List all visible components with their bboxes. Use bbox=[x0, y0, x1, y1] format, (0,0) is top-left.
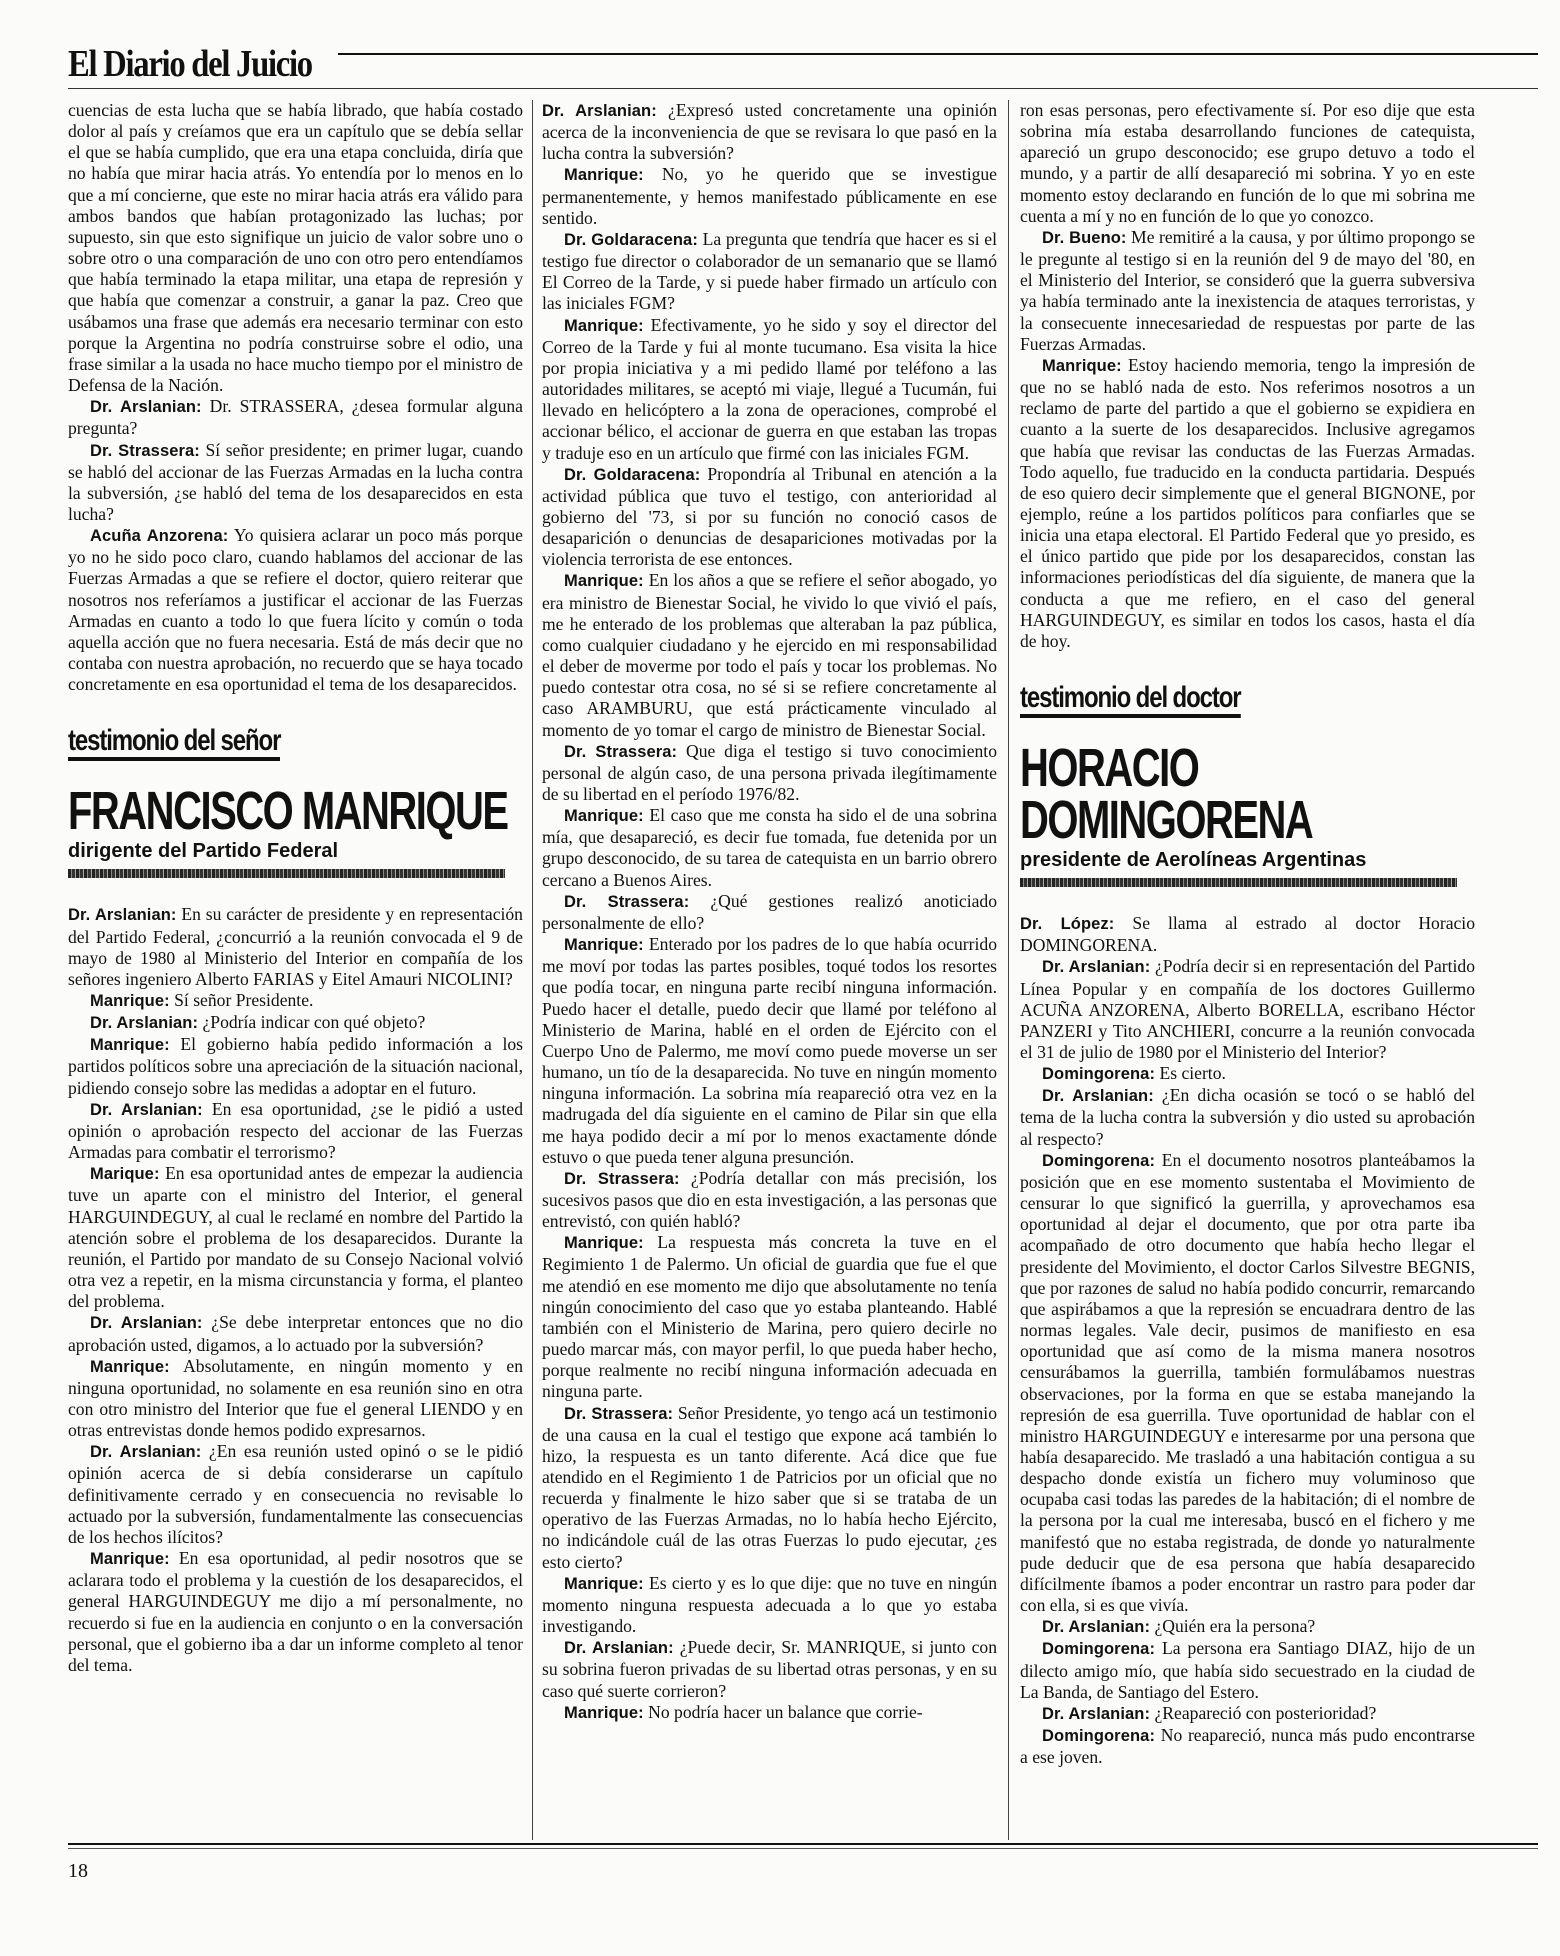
testimony-heading-domingorena bbox=[1020, 682, 1475, 887]
speaker-label: Dr. Arslanian: bbox=[90, 1014, 199, 1033]
speaker-label: Dr. Arslanian: bbox=[90, 1100, 203, 1119]
paragraph bbox=[68, 990, 523, 1012]
paragraph-text: No reapareció, nunca más pudo encontrarse a ese joven. bbox=[1020, 1725, 1475, 1768]
speaker-label: Domingorena: bbox=[1042, 1640, 1156, 1659]
heading-rule bbox=[1020, 878, 1457, 887]
paragraph bbox=[542, 100, 997, 164]
paragraph bbox=[542, 315, 997, 464]
paragraph bbox=[1020, 1616, 1475, 1638]
footer-rule-thin bbox=[68, 1848, 1538, 1849]
paragraph-text: ¿Podría indicar con qué objeto? bbox=[202, 1012, 426, 1033]
paragraph-text: En el documento nosotros planteábamos la posición que en ese momento sustentaba el Movimiento de censurar lo que significó la guerrilla, y aprovechamos esa oportunidad al dejar el documento, que por otra parte iba acompañado de otro documento que había hecho llegar el presidente del Movimiento, el doctor Carlos Silvestre BEGNIS, que por razones de salud no había podido concurrir, remarcando que aspirábamos a que la represión se encuadrara dentro de las normas legales. Vale decir, pusimos de manifiesto en esa oportunidad que así como de la misma manera nosotros censurábamos la guerrilla, también formulábamos nuestras observaciones, por la forma en que se estaba manejando la represión de esa guerrilla. Tuve oportunidad de hablar con el ministro HARGUINDEGUY e interesarme por una persona que había desaparecido. Me trasladó a una habitación contigua a su despacho donde existía un fichero muy voluminoso que ocupaba casi todas las paredes de la habitación; di el nombre de la persona por la cual me interesaba, buscó en el fichero y me manifestó que no estaba registrada, de donde yo naturalmente pude deducir que de esa persona que había desaparecido difícilmente íbamos a poder encontrar un rastro para poder dar con ella, si es que vivía. bbox=[1020, 1149, 1475, 1616]
paragraph-text: En los años a que se refiere el señor abogado, yo era ministro de Bienestar Social, he vivido lo que vivió el país, me he enterado de los problemas que alteraban la paz pública, como cualquier ciudadano y he ejercido en mi responsabilidad el deber de moverme por todo el país y tocar los problemas. No puedo contestar otra cosa, no sé si se refiere concretamente al caso ARAMBURU, que está prácticamente vinculado al momento de yo tomar el cargo de ministro de Bienestar Social. bbox=[542, 570, 997, 740]
speaker-label: Domingorena: bbox=[1042, 1151, 1156, 1170]
heading-kicker: testimonio del señor bbox=[68, 725, 280, 761]
masthead-rule bbox=[338, 53, 1538, 55]
speaker-label: Dr. Goldaracena: bbox=[564, 465, 701, 484]
paragraph-text: ¿Puede decir, Sr. MANRIQUE, si junto con su sobrina fueron privadas de su libertad otras personas, y en su caso qué suerte corrieron? bbox=[542, 1637, 997, 1701]
paragraph bbox=[68, 1356, 523, 1442]
heading-subtitle: dirigente del Partido Federal bbox=[68, 840, 339, 863]
column-divider bbox=[1008, 100, 1009, 1840]
paragraph bbox=[1020, 1725, 1475, 1768]
page-number: 18 bbox=[68, 1860, 88, 1882]
paragraph-text: En esa oportunidad, al pedir nosotros que se aclarara todo el problema y la cuestión de los desaparecidos, el general HARGUINDEGUY me dijo a mí personalmente, no recuerdo si fue en la audiencia en conjunto o en la conversación personal, que el gobierno iba a dar un informe completo al tenor del tema. bbox=[68, 1548, 523, 1675]
paragraph bbox=[68, 440, 523, 526]
heading-name: FRANCISCO MANRIQUE bbox=[68, 781, 508, 842]
paragraph-text: ¿Podría decir si en representación del Partido Línea Popular y en compañía de los doctores Guillermo ACUÑA ANZORENA, Alberto BORELLA, escribano Héctor PANZERI y Tito ANCHIERI, concurre a la reunión convocada el 31 de julio de 1980 por el Ministerio del Interior? bbox=[1020, 956, 1475, 1062]
paragraph bbox=[542, 1573, 997, 1637]
column-1 bbox=[68, 100, 523, 1676]
masthead-rule-bottom bbox=[68, 88, 1538, 89]
speaker-label: Domingorena: bbox=[1042, 1727, 1156, 1745]
paragraph bbox=[68, 904, 523, 990]
heading-name-line2: DOMINGORENA bbox=[1020, 790, 1313, 851]
speaker-label: Dr. Arslanian: bbox=[564, 1639, 674, 1658]
paragraph-text: ¿Qué gestiones realizó anoticiado personalmente de ello? bbox=[542, 890, 998, 933]
speaker-label: Manrique: bbox=[1042, 356, 1122, 375]
paragraph-text: ¿Se debe interpretar entonces que no dio aprobación usted, digamos, a lo actuado por la subversión? bbox=[68, 1312, 523, 1355]
paragraph-text: ¿Quién era la persona? bbox=[1154, 1616, 1316, 1637]
paragraph bbox=[68, 1548, 523, 1676]
paragraph bbox=[68, 1034, 523, 1098]
col1-paragraphs bbox=[68, 100, 523, 695]
paragraph-text: La pregunta que tendría que hacer es si el testigo fue director o colaborador de un semanario que se llamó El Correo de la Tarde, y si puede haber firmado un artículo con las iniciales FGM? bbox=[542, 228, 997, 314]
speaker-label: Marique: bbox=[90, 1165, 160, 1184]
paragraph bbox=[542, 741, 997, 805]
speaker-label: Dr. Arslanian: bbox=[542, 102, 657, 120]
paragraph bbox=[68, 1163, 523, 1312]
speaker-label: Dr. Arslanian: bbox=[1042, 958, 1151, 977]
paragraph-text: El caso que me consta ha sido el de una sobrina mía, que desapareció, es decir fue tomada, fue detenida por un grupo desconocido, de su tarea de catequista en un barrio obrero cercano a Buenos Aires. bbox=[542, 805, 997, 890]
paragraph bbox=[68, 396, 523, 439]
paragraph bbox=[1020, 355, 1475, 652]
paragraph bbox=[1020, 1703, 1475, 1725]
col1-paragraphs-after bbox=[68, 904, 523, 1676]
paragraph bbox=[1020, 913, 1475, 956]
speaker-label: Manrique: bbox=[90, 1357, 170, 1376]
footer-rule bbox=[68, 1843, 1538, 1845]
heading-kicker: testimonio del doctor bbox=[1020, 682, 1241, 718]
speaker-label: Manrique: bbox=[564, 572, 644, 591]
speaker-label: Manrique: bbox=[90, 1036, 170, 1055]
speaker-label: Dr. Arslanian: bbox=[1042, 1618, 1151, 1637]
speaker-label: Manrique: bbox=[564, 1703, 644, 1722]
paragraph-text: En esa oportunidad, ¿se le pidió a usted opinión o aprobación respecto del accionar de las Fuerzas Armadas para combatir el terrorismo? bbox=[68, 1098, 524, 1163]
paragraph bbox=[542, 570, 997, 740]
paragraph-text: Sí señor Presidente. bbox=[174, 990, 314, 1010]
paragraph bbox=[542, 1232, 997, 1402]
paragraph-text: No podría hacer un balance que corrie- bbox=[648, 1701, 923, 1722]
speaker-label: Dr. López: bbox=[1020, 915, 1115, 934]
column-divider bbox=[532, 100, 533, 1840]
paragraph-text: Dr. STRASSERA, ¿desea formular alguna pregunta? bbox=[68, 396, 523, 439]
paragraph-text: Yo quisiera aclarar un poco más porque yo no he sido poco claro, cuando hablamos del accionar de las Fuerzas Armadas a que se refiere el doctor, quiero reiterar que nosotros nos referíamos a justificar el accionar de las Fuerzas Armadas en cuanto a todo lo que fuera lícito y común o toda aquella acción que no fuera necesaria. Está de más decir que no contaba con nuestra aprobación, no recuerdo que se haya tocado concretamente en esa oportunidad el tema de los desaparecidos. bbox=[68, 525, 523, 695]
paragraph-text: Sí señor presidente; en primer lugar, cuando se habló del accionar de las Fuerzas Armadas en la lucha contra la subversión, ¿se habló del tema de los desaparecidos en esta lucha? bbox=[68, 439, 523, 524]
speaker-label: Acuña Anzorena: bbox=[90, 527, 229, 546]
speaker-label: Dr. Goldaracena: bbox=[564, 230, 698, 249]
paragraph bbox=[542, 891, 997, 934]
paragraph-text: Enterado por los padres de lo que había ocurrido me moví por todas las partes posibles, toqué todos los resortes que podía tocar, en ninguna parte recibí ninguna información. Puedo hacer el detalle, puedo decir que llamé por teléfono al Ministerio de Marina, hablé en el orden de Ejército con el Cuerpo Uno de Palermo, me moví como puede moverse un ser humano, un tío de la desaparecida. No tuve en ningún momento ninguna información. La sobrina mía reapareció otra vez en la madrugada del día siguiente en el camino de Pilar sin que ella me haya podido decir a mí por lo menos exactamente dónde estuvo o que pueda tener alguna presunción. bbox=[542, 934, 997, 1167]
paragraph bbox=[68, 1099, 523, 1163]
speaker-label: Manrique: bbox=[564, 166, 644, 185]
heading-rule bbox=[68, 869, 505, 878]
paragraph bbox=[542, 164, 997, 228]
speaker-label: Manrique: bbox=[90, 992, 170, 1010]
paragraph-text: No, yo he querido que se investigue permanentemente, y hemos manifestado públicamente en ese sentido. bbox=[542, 164, 997, 228]
paragraph-text: Absolutamente, en ningún momento y en ninguna oportunidad, no solamente en esa reunión sino en otra con otro ministro del Interior que fue el general LIENDO y en otras entrevistas donde hemos podido expresarnos. bbox=[68, 1355, 523, 1441]
paragraph bbox=[1020, 956, 1475, 1063]
paragraph-text: ¿Reapareció con posterioridad? bbox=[1154, 1702, 1377, 1723]
speaker-label: Manrique: bbox=[564, 1574, 644, 1593]
paragraph-text: Efectivamente, yo he sido y soy el director del Correo de la Tarde y fui al monte tucumano. Esa visita la hice por propia iniciativa y a mi pedido llamé por teléfono a las autoridades militares, se aceptó mi viaje, llegué a Tucumán, fui llevado en helicóptero a la zona de operaciones, comprobé el accionar bélico, el accionar de guerra en que estaban las tropas y traduje eso en un artículo que firmé con las iniciales FGM. bbox=[542, 314, 998, 463]
speaker-label: Dr. Strassera: bbox=[564, 892, 690, 911]
paragraph bbox=[1020, 1063, 1475, 1085]
paragraph bbox=[1020, 100, 1475, 227]
heading-subtitle: presidente de Aerolíneas Argentinas bbox=[1020, 849, 1367, 872]
speaker-label: Domingorena: bbox=[1042, 1065, 1156, 1084]
speaker-label: Manrique: bbox=[564, 936, 644, 955]
paragraph-text: Es cierto. bbox=[1159, 1063, 1226, 1084]
paragraph-text: ¿En esa reunión usted opinó o se le pidió opinión acerca de si debía considerarse un capítulo definitivamente cerrado y en consecuencia no revisable lo actuado por la subversión, fundamentalmente las consecuencias de los hechos ilícitos? bbox=[68, 1441, 523, 1547]
paragraph bbox=[542, 1702, 997, 1724]
paragraph-text: Señor Presidente, yo tengo acá un testimonio de una causa en la cual el testigo que expone acá también lo hizo, la respuesta es un tanto diferente. Acá dice que fue atendido en el Regimiento 1 de Patricios por un oficial que no recuerda y finalmente le hizo saber que si se trataba de un operativo de las Fuerzas Armadas, no lo había hecho Ejército, no indicándole cuál de las otras Fuerzas lo pudo ejecutar, ¿es esto cierto? bbox=[542, 1402, 997, 1572]
paragraph-text: La respuesta más concreta la tuve en el Regimiento 1 de Palermo. Un oficial de guardia que fue el que me atendió en ese momento me dijo que absolutamente no tenía ningún conocimiento del caso que yo estaba planteando. Hablé también con el Ministerio de Marina, pero quiero decirle no puedo marcar más, con mayor perfil, lo que pueda haber hecho, porque realmente no recibí ninguna información adecuada en ninguna parte. bbox=[542, 1232, 998, 1402]
speaker-label: Dr. Arslanian: bbox=[68, 906, 177, 925]
speaker-label: Manrique: bbox=[564, 807, 644, 826]
paragraph-text: ¿En dicha ocasión se tocó o se habló del tema de la lucha contra la subversión y dio usted su aprobación al respecto? bbox=[1020, 1085, 1475, 1149]
speaker-label: Dr. Bueno: bbox=[1042, 228, 1127, 247]
paragraph bbox=[68, 1312, 523, 1355]
paragraph-text: Propondría al Tribunal en atención a la actividad pública que tuvo el testigo, con anterioridad al gobierno del '73, si por su función no conoció casos de desaparición o denuncias de desapariciones motivadas por la violencia terrorista de ese entonces. bbox=[542, 463, 997, 570]
paragraph-text: En esa oportunidad antes de empezar la audiencia tuve un aparte con el ministro del Interior, el general HARGUINDEGUY, al cual le reclamé en nombre del Partido la atención sobre el problema de los desaparecidos. Durante la reunión, el Partido por mandato de su Consejo Nacional volvió otra vez a repetir, en la misma circunstancia y forma, el planteo del problema. bbox=[68, 1163, 523, 1312]
paragraph bbox=[1020, 227, 1475, 355]
paragraph-text: ron esas personas, pero efectivamente sí. Por eso dije que esta sobrina mía estaba desarrollando funciones de catequista, apareció un grupo desconocido; ese grupo detuvo a todo el mundo, y a partir de allí desapareció mi sobrina. Y yo en este momento estoy declarando en función de lo que mi sobrina me cuenta a mí y no en función de lo que yo conozco. bbox=[1020, 100, 1475, 226]
paragraph bbox=[1020, 1085, 1475, 1149]
paragraph bbox=[542, 1403, 997, 1573]
paragraph-text: cuencias de esta lucha que se había librado, que había costado dolor al país y creíamos que era un capítulo que se debía sellar el que se había cumplido, que era una etapa concluida, diría que no había que mirar hacia atrás. Yo entendía por lo menos en lo que a mí concierne, que este no mirar hacia atrás era válido para ambos bandos que habían protagonizado las luchas; por supuesto, sin que esto signifique un juicio de valor sobre uno o sobre otro o una comparación de uno con otro pero entendíamos que había terminado la etapa militar, una etapa de represión y que había que comenzar a construir, a ganar la paz. Creo que usábamos una frase que además era necesario terminar con esto porque la Argentina no podría construirse sobre el odio, una frase similar a la usada no hace mucho tiempo por el ministro de Defensa de la Nación. bbox=[68, 100, 523, 396]
speaker-label: Dr. Arslanian: bbox=[1042, 1087, 1154, 1106]
paragraph bbox=[542, 229, 997, 315]
paragraph bbox=[1020, 1638, 1475, 1702]
paragraph bbox=[68, 525, 523, 695]
paragraph bbox=[1020, 1150, 1475, 1616]
paragraph bbox=[68, 1012, 523, 1034]
paragraph bbox=[542, 934, 997, 1168]
paragraph bbox=[542, 805, 997, 891]
paragraph-text: El gobierno había pedido información a los partidos políticos sobre una apreciación de la situación nacional, pidiendo consejo sobre las medidas a adoptar en el futuro. bbox=[68, 1034, 523, 1098]
speaker-label: Dr. Arslanian: bbox=[1042, 1704, 1151, 1723]
paragraph-text: Se llama al estrado al doctor Horacio DOMINGORENA. bbox=[1020, 913, 1475, 956]
paragraph bbox=[68, 100, 523, 396]
paragraph-text: En su carácter de presidente y en representación del Partido Federal, ¿concurrió a la reunión convocada el 9 de mayo de 1980 al Ministerio del Interior en compañía de los señores ingeniero Alberto FARIAS y Eitel Amauri NICOLINI? bbox=[68, 904, 523, 989]
paragraph-text: La persona era Santiago DIAZ, hijo de un dilecto amigo mío, que había sido secuestrado en la ciudad de La Banda, de Santiago del Estero. bbox=[1020, 1638, 1476, 1702]
paragraph bbox=[542, 1637, 997, 1701]
column-3 bbox=[1020, 100, 1475, 1768]
speaker-label: Dr. Arslanian: bbox=[90, 1314, 203, 1333]
masthead-title: El Diario del Juicio bbox=[68, 43, 312, 85]
paragraph-text: ¿Podría detallar con más precisión, los sucesivos pasos que dio en esta investigación, a las personas que entrevistó, con quién habló? bbox=[542, 1167, 997, 1232]
speaker-label: Dr. Strassera: bbox=[564, 742, 678, 761]
paragraph-text: ¿Expresó usted concretamente una opinión acerca de la inconveniencia de que se revisara lo que pasó en la lucha contra la subversión? bbox=[542, 100, 997, 164]
speaker-label: Dr. Strassera: bbox=[564, 1169, 680, 1188]
speaker-label: Dr. Arslanian: bbox=[90, 398, 202, 417]
speaker-label: Dr. Arslanian: bbox=[90, 1443, 202, 1462]
column-2 bbox=[542, 100, 997, 1724]
paragraph bbox=[542, 1168, 997, 1232]
paragraph-text: Me remitiré a la causa, y por último propongo se le pregunte al testigo si en la reunión del 9 de mayo del '80, en el Ministerio del Interior, se consideró que la guerra subversiva ya había terminado ante la inexistencia de ataques terroristas, y la consecuente innecesariedad de respuestas por parte de las Fuerzas Armadas. bbox=[1020, 226, 1476, 354]
masthead bbox=[68, 38, 1538, 90]
paragraph bbox=[542, 464, 997, 571]
speaker-label: Dr. Strassera: bbox=[564, 1404, 674, 1423]
speaker-label: Manrique: bbox=[564, 316, 644, 335]
testimony-heading-manrique bbox=[68, 725, 523, 878]
paragraph bbox=[68, 1441, 523, 1548]
speaker-label: Manrique: bbox=[564, 1234, 644, 1253]
paragraph-text: Estoy haciendo memoria, tengo la impresión de que no se habló nada de esto. Nos referimos nosotros a un reclamo de parte del partido a que el gobierno se expidiera en cuanto a la suerte de los desaparecidos. Inclusive agregamos que había que revisar las conductas de las Fuerzas Armadas. Todo aquello, fue traducido en la conducta partidaria. Después de eso quiero decir simplemente que el general BIGNONE, por ejemplo, reúne a los partidos políticos para confiarles que se inicia una etapa electoral. El Partido Federal que yo presido, es el único partido que pide por los desaparecidos, constan las informaciones periodísticas del día siguiente, de manera que la conducta a que me refiero, en el caso del general HARGUINDEGUY, es similar en todos los casos, hasta el día de hoy. bbox=[1020, 354, 1476, 651]
heading-name-line1: HORACIO bbox=[1020, 738, 1199, 799]
paragraph-text: Que diga el testigo si tuvo conocimiento personal de algún caso, de una persona privada ilegítimamente de su libertad en el período 1976/82. bbox=[542, 740, 997, 804]
speaker-label: Dr. Strassera: bbox=[90, 441, 200, 460]
paragraph-text: Es cierto y es lo que dije: que no tuve en ningún momento ninguna respuesta adecuada a lo que yo estaba investigando. bbox=[542, 1572, 997, 1637]
speaker-label: Manrique: bbox=[90, 1550, 170, 1569]
